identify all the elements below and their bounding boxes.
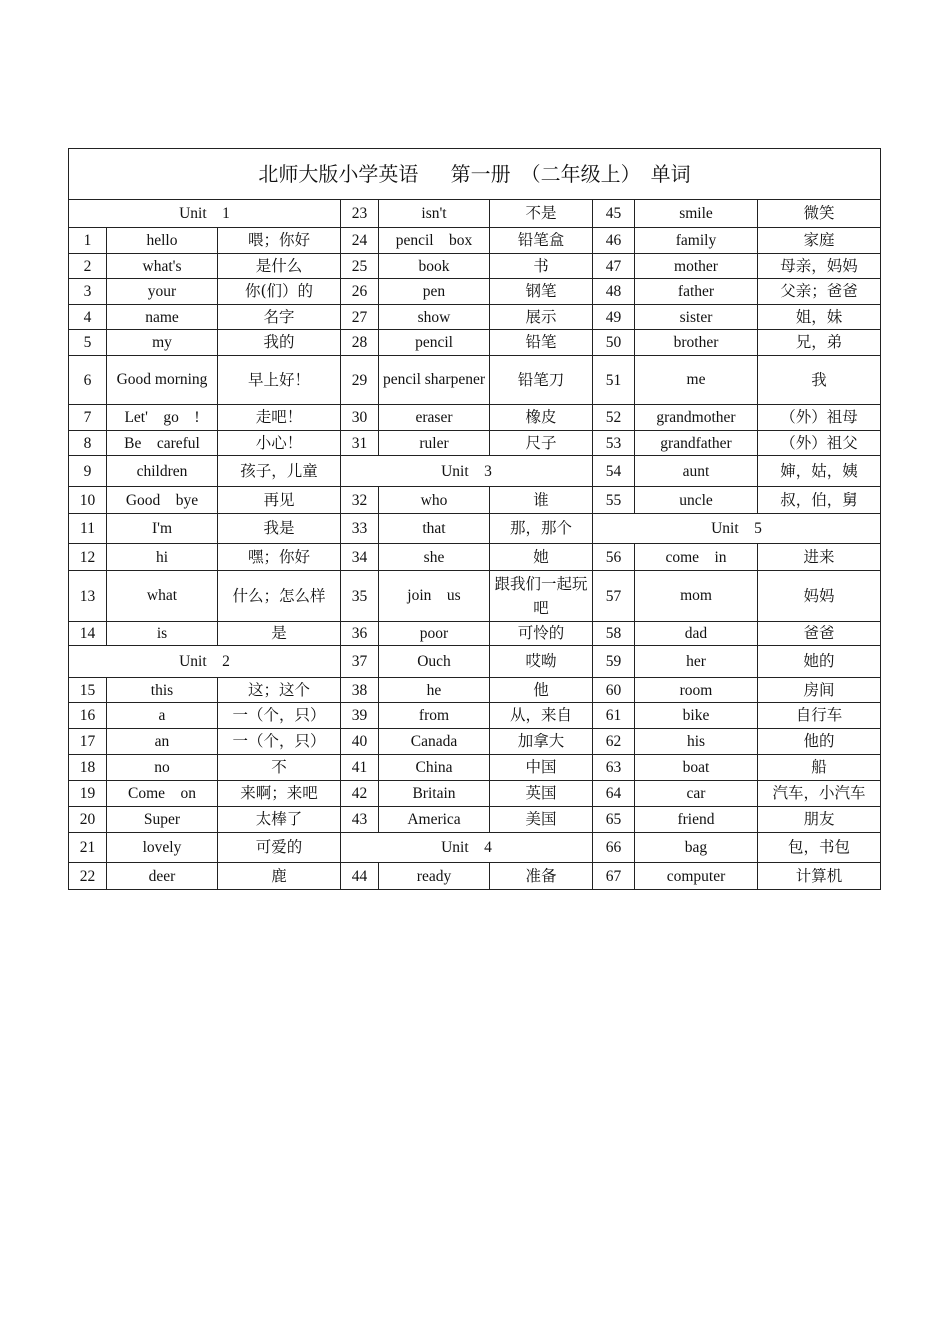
table-row xyxy=(69,781,881,807)
chinese-meaning: 再见 xyxy=(218,487,341,514)
table-row xyxy=(69,228,881,254)
english-word: from xyxy=(379,703,490,729)
unit-header: Unit 2 xyxy=(69,646,341,678)
english-word: eraser xyxy=(379,405,490,431)
entry-number: 56 xyxy=(593,544,635,571)
entry-number: 30 xyxy=(341,405,379,431)
english-word: America xyxy=(379,807,490,833)
entry-number: 67 xyxy=(593,863,635,890)
chinese-meaning: 嘿；你好 xyxy=(218,544,341,571)
english-word: pencil sharpener xyxy=(379,356,490,405)
table-row xyxy=(69,544,881,571)
chinese-meaning: 美国 xyxy=(490,807,593,833)
english-word: mother xyxy=(635,254,758,279)
english-word: isn't xyxy=(379,200,490,228)
entry-number: 52 xyxy=(593,405,635,431)
chinese-meaning: 尺子 xyxy=(490,431,593,456)
entry-number: 57 xyxy=(593,571,635,622)
entry-number: 29 xyxy=(341,356,379,405)
english-word: that xyxy=(379,514,490,544)
entry-number: 15 xyxy=(69,678,107,703)
table-row xyxy=(69,807,881,833)
english-word: father xyxy=(635,279,758,305)
chinese-meaning: 铅笔盒 xyxy=(490,228,593,254)
unit-header: Unit 3 xyxy=(341,456,593,487)
english-word: Good morning xyxy=(107,356,218,405)
chinese-meaning: 一（个，只） xyxy=(218,729,341,755)
entry-number: 1 xyxy=(69,228,107,254)
english-word: is xyxy=(107,622,218,646)
english-word: sister xyxy=(635,305,758,330)
english-word: lovely xyxy=(107,833,218,863)
chinese-meaning: 船 xyxy=(758,755,881,781)
entry-number: 62 xyxy=(593,729,635,755)
english-word: boat xyxy=(635,755,758,781)
chinese-meaning: 她的 xyxy=(758,646,881,678)
english-word: ready xyxy=(379,863,490,890)
entry-number: 11 xyxy=(69,514,107,544)
chinese-meaning: 爸爸 xyxy=(758,622,881,646)
chinese-meaning: 什么；怎么样 xyxy=(218,571,341,622)
chinese-meaning: 婶，姑，姨 xyxy=(758,456,881,487)
english-word: name xyxy=(107,305,218,330)
chinese-meaning: 你(们）的 xyxy=(218,279,341,305)
table-row xyxy=(69,431,881,456)
chinese-meaning: 小心！ xyxy=(218,431,341,456)
chinese-meaning: 房间 xyxy=(758,678,881,703)
english-word: bike xyxy=(635,703,758,729)
english-word: pen xyxy=(379,279,490,305)
chinese-meaning: 朋友 xyxy=(758,807,881,833)
entry-number: 48 xyxy=(593,279,635,305)
english-word: uncle xyxy=(635,487,758,514)
entry-number: 65 xyxy=(593,807,635,833)
english-word: bag xyxy=(635,833,758,863)
entry-number: 46 xyxy=(593,228,635,254)
english-word: grandmother xyxy=(635,405,758,431)
chinese-meaning: 早上好！ xyxy=(218,356,341,405)
table-row xyxy=(69,305,881,330)
english-word: a xyxy=(107,703,218,729)
english-word: pencil xyxy=(379,330,490,356)
english-word: China xyxy=(379,755,490,781)
entry-number: 38 xyxy=(341,678,379,703)
chinese-meaning: 橡皮 xyxy=(490,405,593,431)
chinese-meaning: 包，书包 xyxy=(758,833,881,863)
english-word: Good bye xyxy=(107,487,218,514)
english-word: he xyxy=(379,678,490,703)
chinese-meaning: 母亲，妈妈 xyxy=(758,254,881,279)
table-row xyxy=(69,279,881,305)
chinese-meaning: 鹿 xyxy=(218,863,341,890)
entry-number: 51 xyxy=(593,356,635,405)
english-word: me xyxy=(635,356,758,405)
english-word: come in xyxy=(635,544,758,571)
entry-number: 54 xyxy=(593,456,635,487)
entry-number: 35 xyxy=(341,571,379,622)
english-word: book xyxy=(379,254,490,279)
english-word: who xyxy=(379,487,490,514)
table-row xyxy=(69,729,881,755)
english-word: her xyxy=(635,646,758,678)
entry-number: 14 xyxy=(69,622,107,646)
chinese-meaning: 计算机 xyxy=(758,863,881,890)
entry-number: 55 xyxy=(593,487,635,514)
entry-number: 34 xyxy=(341,544,379,571)
table-row xyxy=(69,405,881,431)
table-row xyxy=(69,514,881,544)
english-word: mom xyxy=(635,571,758,622)
entry-number: 5 xyxy=(69,330,107,356)
english-word: hi xyxy=(107,544,218,571)
english-word: what xyxy=(107,571,218,622)
chinese-meaning: 名字 xyxy=(218,305,341,330)
entry-number: 47 xyxy=(593,254,635,279)
entry-number: 32 xyxy=(341,487,379,514)
chinese-meaning: 这；这个 xyxy=(218,678,341,703)
entry-number: 17 xyxy=(69,729,107,755)
chinese-meaning: 自行车 xyxy=(758,703,881,729)
entry-number: 27 xyxy=(341,305,379,330)
chinese-meaning: 来啊；来吧 xyxy=(218,781,341,807)
english-word: poor xyxy=(379,622,490,646)
entry-number: 28 xyxy=(341,330,379,356)
entry-number: 9 xyxy=(69,456,107,487)
chinese-meaning: 孩子，儿童 xyxy=(218,456,341,487)
table-row xyxy=(69,356,881,405)
entry-number: 23 xyxy=(341,200,379,228)
english-word: ruler xyxy=(379,431,490,456)
english-word: no xyxy=(107,755,218,781)
chinese-meaning: 不是 xyxy=(490,200,593,228)
chinese-meaning: 汽车，小汽车 xyxy=(758,781,881,807)
table-row xyxy=(69,833,881,863)
chinese-meaning: 父亲；爸爸 xyxy=(758,279,881,305)
entry-number: 4 xyxy=(69,305,107,330)
entry-number: 36 xyxy=(341,622,379,646)
english-word: Be careful xyxy=(107,431,218,456)
english-word: Ouch xyxy=(379,646,490,678)
chinese-meaning: 展示 xyxy=(490,305,593,330)
entry-number: 50 xyxy=(593,330,635,356)
chinese-meaning: 太棒了 xyxy=(218,807,341,833)
table-row xyxy=(69,330,881,356)
chinese-meaning: 我的 xyxy=(218,330,341,356)
entry-number: 20 xyxy=(69,807,107,833)
table-row xyxy=(69,200,881,228)
chinese-meaning: 加拿大 xyxy=(490,729,593,755)
table-row xyxy=(69,456,881,487)
chinese-meaning: 她 xyxy=(490,544,593,571)
entry-number: 6 xyxy=(69,356,107,405)
english-word: aunt xyxy=(635,456,758,487)
entry-number: 37 xyxy=(341,646,379,678)
entry-number: 21 xyxy=(69,833,107,863)
english-word: she xyxy=(379,544,490,571)
chinese-meaning: 我 xyxy=(758,356,881,405)
english-word: Let' go ! xyxy=(107,405,218,431)
english-word: car xyxy=(635,781,758,807)
entry-number: 16 xyxy=(69,703,107,729)
english-word: family xyxy=(635,228,758,254)
entry-number: 13 xyxy=(69,571,107,622)
entry-number: 53 xyxy=(593,431,635,456)
chinese-meaning: 那，那个 xyxy=(490,514,593,544)
chinese-meaning: 钢笔 xyxy=(490,279,593,305)
english-word: this xyxy=(107,678,218,703)
english-word: Britain xyxy=(379,781,490,807)
chinese-meaning: 铅笔 xyxy=(490,330,593,356)
entry-number: 39 xyxy=(341,703,379,729)
entry-number: 26 xyxy=(341,279,379,305)
chinese-meaning: 是 xyxy=(218,622,341,646)
english-word: Canada xyxy=(379,729,490,755)
english-word: Come on xyxy=(107,781,218,807)
chinese-meaning: （外）祖父 xyxy=(758,431,881,456)
page-title: 北师大版小学英语 第一册 （二年级上） 单词 xyxy=(69,149,881,200)
chinese-meaning: 谁 xyxy=(490,487,593,514)
chinese-meaning: 准备 xyxy=(490,863,593,890)
table-row xyxy=(69,703,881,729)
english-word: brother xyxy=(635,330,758,356)
chinese-meaning: 喂；你好 xyxy=(218,228,341,254)
english-word: your xyxy=(107,279,218,305)
entry-number: 33 xyxy=(341,514,379,544)
english-word: an xyxy=(107,729,218,755)
chinese-meaning: 不 xyxy=(218,755,341,781)
chinese-meaning: 妈妈 xyxy=(758,571,881,622)
entry-number: 61 xyxy=(593,703,635,729)
english-word: Super xyxy=(107,807,218,833)
english-word: what's xyxy=(107,254,218,279)
english-word: friend xyxy=(635,807,758,833)
entry-number: 12 xyxy=(69,544,107,571)
entry-number: 10 xyxy=(69,487,107,514)
table-row xyxy=(69,678,881,703)
chinese-meaning: 姐，妹 xyxy=(758,305,881,330)
entry-number: 19 xyxy=(69,781,107,807)
entry-number: 43 xyxy=(341,807,379,833)
table-row xyxy=(69,149,881,200)
english-word: pencil box xyxy=(379,228,490,254)
chinese-meaning: 微笑 xyxy=(758,200,881,228)
chinese-meaning: 铅笔刀 xyxy=(490,356,593,405)
entry-number: 45 xyxy=(593,200,635,228)
chinese-meaning: 叔，伯，舅 xyxy=(758,487,881,514)
chinese-meaning: 英国 xyxy=(490,781,593,807)
entry-number: 41 xyxy=(341,755,379,781)
chinese-meaning: （外）祖母 xyxy=(758,405,881,431)
chinese-meaning: 家庭 xyxy=(758,228,881,254)
chinese-meaning: 从，来自 xyxy=(490,703,593,729)
unit-header: Unit 5 xyxy=(593,514,881,544)
table-row xyxy=(69,571,881,622)
entry-number: 40 xyxy=(341,729,379,755)
english-word: grandfather xyxy=(635,431,758,456)
chinese-meaning: 可怜的 xyxy=(490,622,593,646)
chinese-meaning: 书 xyxy=(490,254,593,279)
entry-number: 66 xyxy=(593,833,635,863)
entry-number: 58 xyxy=(593,622,635,646)
chinese-meaning: 哎呦 xyxy=(490,646,593,678)
entry-number: 49 xyxy=(593,305,635,330)
entry-number: 25 xyxy=(341,254,379,279)
entry-number: 22 xyxy=(69,863,107,890)
chinese-meaning: 是什么 xyxy=(218,254,341,279)
table-row xyxy=(69,254,881,279)
entry-number: 18 xyxy=(69,755,107,781)
english-word: children xyxy=(107,456,218,487)
chinese-meaning: 中国 xyxy=(490,755,593,781)
english-word: his xyxy=(635,729,758,755)
chinese-meaning: 我是 xyxy=(218,514,341,544)
entry-number: 31 xyxy=(341,431,379,456)
entry-number: 3 xyxy=(69,279,107,305)
entry-number: 63 xyxy=(593,755,635,781)
chinese-meaning: 进来 xyxy=(758,544,881,571)
english-word: smile xyxy=(635,200,758,228)
entry-number: 7 xyxy=(69,405,107,431)
english-word: I'm xyxy=(107,514,218,544)
vocabulary-table xyxy=(68,148,881,890)
entry-number: 60 xyxy=(593,678,635,703)
english-word: deer xyxy=(107,863,218,890)
table-row xyxy=(69,646,881,678)
table-row xyxy=(69,487,881,514)
chinese-meaning: 一（个，只） xyxy=(218,703,341,729)
entry-number: 8 xyxy=(69,431,107,456)
entry-number: 24 xyxy=(341,228,379,254)
chinese-meaning: 走吧！ xyxy=(218,405,341,431)
entry-number: 42 xyxy=(341,781,379,807)
chinese-meaning: 可爱的 xyxy=(218,833,341,863)
chinese-meaning: 跟我们一起玩吧 xyxy=(490,571,593,622)
unit-header: Unit 1 xyxy=(69,200,341,228)
english-word: hello xyxy=(107,228,218,254)
chinese-meaning: 兄，弟 xyxy=(758,330,881,356)
unit-header: Unit 4 xyxy=(341,833,593,863)
entry-number: 2 xyxy=(69,254,107,279)
entry-number: 59 xyxy=(593,646,635,678)
english-word: computer xyxy=(635,863,758,890)
english-word: dad xyxy=(635,622,758,646)
table-row xyxy=(69,622,881,646)
entry-number: 64 xyxy=(593,781,635,807)
table-row xyxy=(69,755,881,781)
english-word: join us xyxy=(379,571,490,622)
table-row xyxy=(69,863,881,890)
english-word: room xyxy=(635,678,758,703)
chinese-meaning: 他 xyxy=(490,678,593,703)
entry-number: 44 xyxy=(341,863,379,890)
english-word: show xyxy=(379,305,490,330)
chinese-meaning: 他的 xyxy=(758,729,881,755)
english-word: my xyxy=(107,330,218,356)
